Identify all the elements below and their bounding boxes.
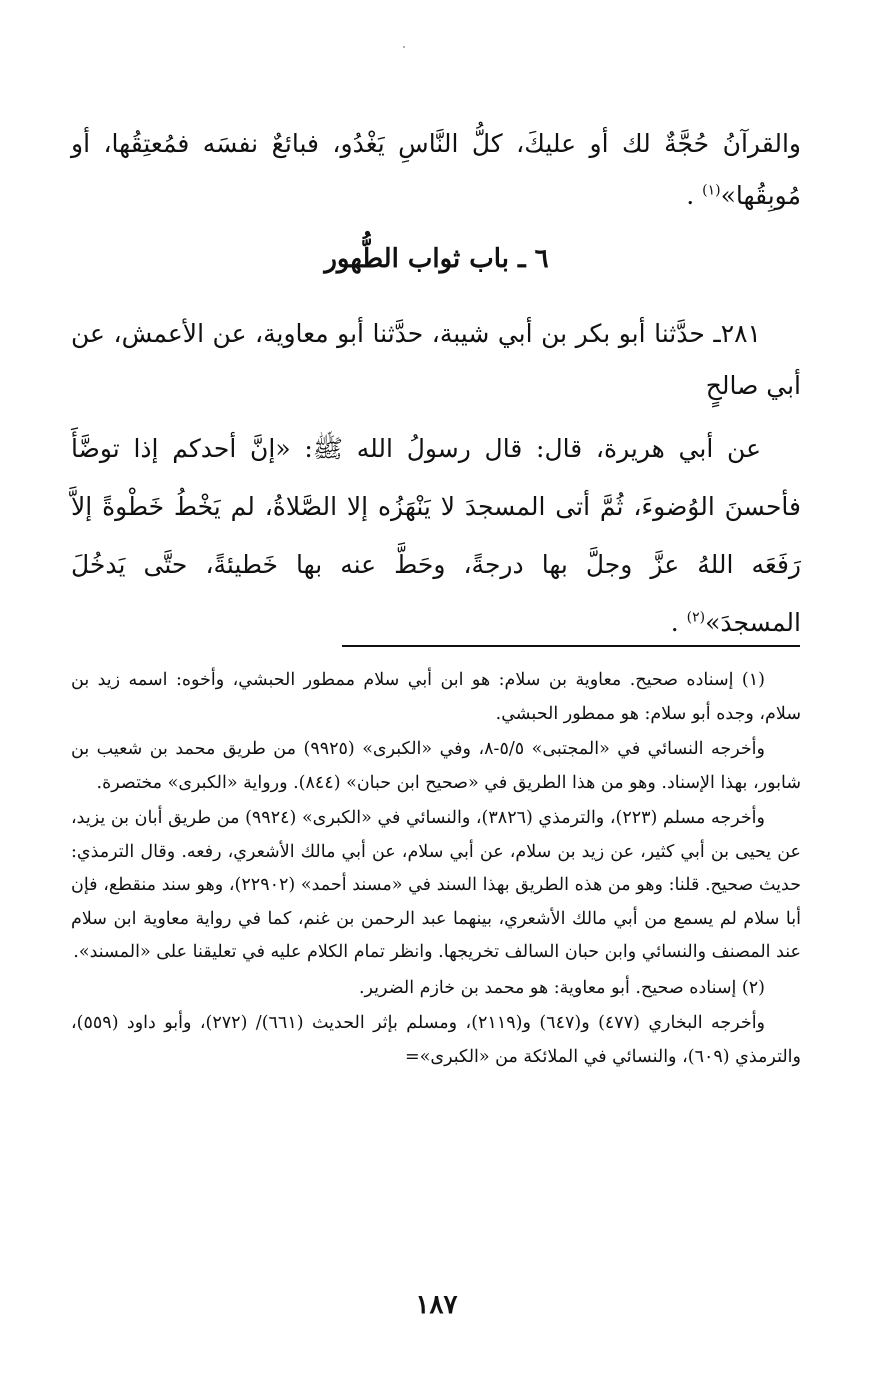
footnote-paragraph: وأخرجه النسائي في «المجتبى» ٥/٥-٨، وفي «الكبرى» (٩٩٢٥) من طريق محمد بن شعيب بن شابور، بهذا الإسناد. وهو من هذا الطريق في «صحيح ابن حبان» (٨٤٤). ورواية «الكبرى» مختصرة.: [71, 739, 801, 793]
footnote-paragraph: (٢) إسناده صحيح. أبو معاوية: هو محمد بن خازم الضرير.: [358, 977, 765, 998]
hadith-continuation-paragraph: [71, 118, 801, 222]
footnote-paragraph: (١) إسناده صحيح. معاوية بن سلام: هو ابن أبي سلام ممطور الحبشي، وأخوه: اسمه زيد بن سلام، وجده أبو سلام: هو ممطور الحبشي.: [71, 670, 801, 724]
paragraph-end: .: [686, 181, 695, 210]
footnote-paragraph: وأخرجه مسلم (٢٢٣)، والترمذي (٣٨٢٦)، والنسائي في «الكبرى» (٩٩٢٤) من طريق أبان بن يزيد، عن يحيى بن أبي كثير، عن زيد بن سلام، عن أبي سلام، عن أبي مالك الأشعري، رفعه. وقال الترمذي: حديث صحيح. قلنا: وهو من هذه الطريق بهذا السند في «مسند أحمد» (٢٢٩٠٢)، وهو سند منقطع، فإن أبا سلام لم يسمع من أبي مالك الأشعري، بينهما عبد الرحمن بن غنم، كما في رواية معاوية ابن سلام عند المصنف والنسائي وابن حبان السالف تخريجها. وانظر تمام الكلام عليه في تعليقنا على «المسند».: [71, 808, 802, 962]
paper-speck: [403, 46, 405, 48]
footnote-separator: [342, 645, 800, 647]
footnotes-section: [71, 664, 801, 1076]
paragraph-text: عن أبي هريرة، قال: قال رسولُ الله ﷺ: «إنَّ أحدكم إذا توضَّأَ فأحسنَ الوُضوءَ، ثُمَّ أتى المسجدَ لا يَنْهَزُه إلا الصَّلاةُ، لم يَخْطُ خَطْوةً إلاَّ رَفَعَه اللهُ عزَّ وجلَّ بها درجةً، وحَطَّ عنه بها خَطيئةً، حتَّى يَدخُلَ المسجدَ»: [71, 434, 801, 637]
paragraph-end: .: [670, 608, 679, 637]
hadith-matn-paragraph: [71, 420, 801, 652]
footnote-paragraph: وأخرجه البخاري (٤٧٧) و(٦٤٧) و(٢١١٩)، ومسلم بإثر الحديث (٦٦١)/ (٢٧٢)، وأبو داود (٥٥٩)، والترمذي (٦٠٩)، والنسائي في الملائكة من «الكبرى»=: [71, 1013, 801, 1067]
footnote-marker-2: (٢): [686, 609, 706, 626]
hadith-isnad-paragraph: [71, 308, 801, 412]
footnote-marker-1: (١): [702, 182, 721, 199]
chapter-heading: ٦ ـ باب ثواب الطُّهور: [324, 244, 549, 274]
paragraph-text: ٢٨١ـ حدَّثنا أبو بكر بن أبي شيبة، حدَّثنا أبو معاوية، عن الأعمش، عن أبي صالحٍ: [71, 319, 801, 400]
page-number: ١٨٧: [415, 1290, 458, 1320]
paragraph-text: والقرآنُ حُجَّةٌ لك أو عليكَ، كلُّ النَّاسِ يَغْدُو، فبائعٌ نفسَه فمُعتِقُها، أو مُوبِقُها»: [71, 129, 801, 210]
